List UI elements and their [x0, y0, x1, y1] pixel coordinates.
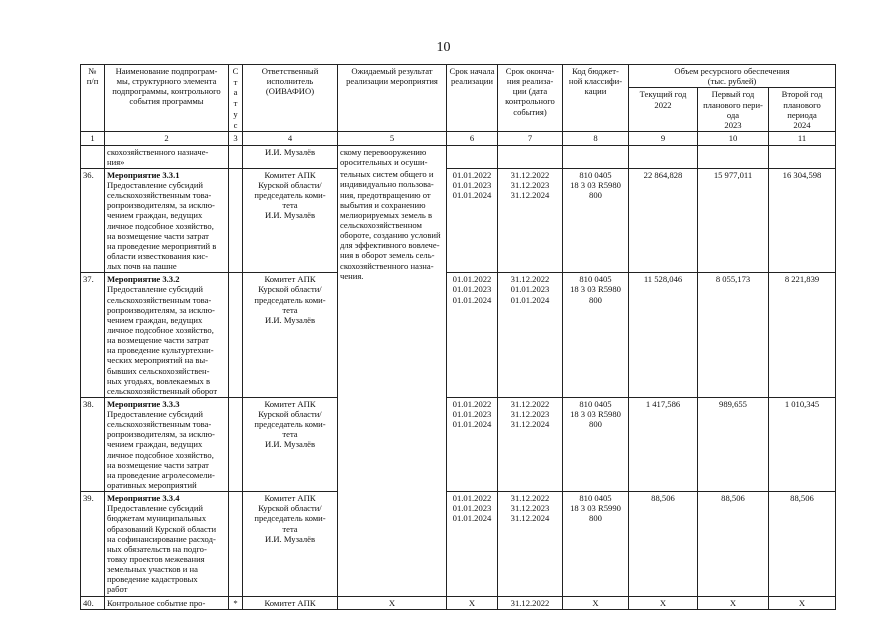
col-number: 1 [81, 132, 105, 145]
row-end: 31.12.2022 31.12.2023 31.12.2024 [498, 492, 563, 596]
row-start: 01.01.2022 01.01.2023 01.01.2024 [447, 492, 498, 596]
table-row [81, 397, 836, 491]
header-num: № п/п [81, 65, 105, 132]
row-name [105, 397, 229, 491]
row-value-2022: 11 528,046 [629, 273, 698, 398]
table-row [81, 168, 836, 272]
row-end: 31.12.2022 [498, 596, 563, 609]
row-status [229, 273, 243, 398]
col-number: 10 [698, 132, 769, 145]
row-value-2023: 8 055,173 [698, 273, 769, 398]
row-title: Мероприятие 3.3.4 [107, 493, 180, 504]
row-end: 31.12.2022 31.12.2023 31.12.2024 [498, 397, 563, 491]
col-number: 11 [769, 132, 836, 145]
continuation-result: скому перевооружению оросительных и осуши- [338, 145, 447, 168]
col-number: 7 [498, 132, 563, 145]
table-row [81, 492, 836, 596]
row-value-2022: 1 417,586 [629, 397, 698, 491]
col-number: 4 [243, 132, 338, 145]
table-row [81, 273, 836, 398]
col-number: 2 [105, 132, 229, 145]
row-desc: Предоставление субсидий бюджетам муниципальных образований Курской области на софинансирование расход- ных обязательств на подго- товку проектов межевания земельных участков и на проведение кадастровых работ [107, 503, 217, 595]
row-start: 01.01.2022 01.01.2023 01.01.2024 [447, 273, 498, 398]
row-num: 36. [81, 168, 105, 272]
col-number: 6 [447, 132, 498, 145]
header-year-first: Первый год планового пери- ода 2023 [698, 88, 769, 132]
row-end: 31.12.2022 31.12.2023 31.12.2024 [498, 168, 563, 272]
row-value-2024: 8 221,839 [769, 273, 836, 398]
row-value-2022: 22 864,828 [629, 168, 698, 272]
header-name: Наименование подпрограм- мы, структурного элемента подпрограммы, контрольного события программы [105, 65, 229, 132]
row-code: 810 0405 18 3 03 R5980 800 [563, 397, 629, 491]
continuation-row [81, 145, 836, 168]
row-executor: Комитет АПК [243, 596, 338, 609]
row-num: 38. [81, 397, 105, 491]
row-value-2023: 989,655 [698, 397, 769, 491]
header-code: Код бюджет- ной классифи- кации [563, 65, 629, 132]
row-result: Х [338, 596, 447, 609]
header-year-second: Второй год планового периода 2024 [769, 88, 836, 132]
program-table [80, 64, 836, 610]
row-num: 39. [81, 492, 105, 596]
col-number: 5 [338, 132, 447, 145]
col-number: 3 [229, 132, 243, 145]
row-executor: Комитет АПК Курской области/ председатель коми- тета И.И. Музалёв [243, 168, 338, 272]
row-num: 40. [81, 596, 105, 609]
row-code: Х [563, 596, 629, 609]
row-start: 01.01.2022 01.01.2023 01.01.2024 [447, 397, 498, 491]
row-name [105, 168, 229, 272]
row-value-2024: 88,506 [769, 492, 836, 596]
row-value-2023: 88,506 [698, 492, 769, 596]
continuation-executor: И.И. Музалёв [243, 145, 338, 168]
row-value-2024: 16 304,598 [769, 168, 836, 272]
row-status [229, 168, 243, 272]
row-title: Мероприятие 3.3.3 [107, 398, 180, 409]
row-executor: Комитет АПК Курской области/ председатель коми- тета И.И. Музалёв [243, 273, 338, 398]
col-number: 8 [563, 132, 629, 145]
row-value-2023: Х [698, 596, 769, 609]
row-status [229, 492, 243, 596]
table-row [81, 596, 836, 609]
row-executor: Комитет АПК Курской области/ председатель коми- тета И.И. Музалёв [243, 492, 338, 596]
row-status [229, 397, 243, 491]
row-end: 31.12.2022 01.01.2023 01.01.2024 [498, 273, 563, 398]
header-start: Срок начала реализации [447, 65, 498, 132]
row-num: 37. [81, 273, 105, 398]
row-start: Х [447, 596, 498, 609]
row-value-2024: 1 010,345 [769, 397, 836, 491]
header-result: Ожидаемый результат реализации мероприятия [338, 65, 447, 132]
row-title: Мероприятие 3.3.2 [107, 274, 180, 285]
row-title: Контрольное событие про- [105, 596, 229, 609]
header-end: Срок оконча- ния реализа- ции (дата контрольного события) [498, 65, 563, 132]
row-start: 01.01.2022 01.01.2023 01.01.2024 [447, 168, 498, 272]
row-value-2022: Х [629, 596, 698, 609]
column-numbers-row [81, 132, 836, 145]
header-executor: Ответственный исполнитель (ОИВАФИО) [243, 65, 338, 132]
header-row [81, 65, 836, 88]
row-name [105, 273, 229, 398]
row-name [105, 492, 229, 596]
row-desc: Предоставление субсидий сельскохозяйственным това- ропроизводителям, за исклю- чением граждан, ведущих личное подсобное хозяйство, на возмещение части затрат на проведение агролесомели- оративных мероприятий [107, 409, 215, 491]
row-code: 810 0405 18 3 03 R5980 800 [563, 273, 629, 398]
row-value-2022: 88,506 [629, 492, 698, 596]
header-status: С т а т у с [229, 65, 243, 132]
page-number: 10 [436, 40, 451, 55]
row-code: 810 0405 18 3 03 R5990 800 [563, 492, 629, 596]
row-desc: Предоставление субсидий сельскохозяйственным това- ропроизводителям, за исклю- чением граждан, ведущих личное подсобное хозяйство, на возмещение части затрат на проведение культуртехни- ческих мероприятий на вы- бывших сельскохозяйствен- ных угодьях, вовлекаемых в сельскохозяйственный оборот [107, 284, 218, 396]
row-title: Мероприятие 3.3.1 [107, 169, 180, 180]
row-status: * [229, 596, 243, 609]
col-number: 9 [629, 132, 698, 145]
row-code: 810 0405 18 3 03 R5980 800 [563, 168, 629, 272]
header-funding: Объем ресурсного обеспечения (тыс. рублей) [629, 65, 836, 88]
row-executor: Комитет АПК Курской области/ председатель коми- тета И.И. Музалёв [243, 397, 338, 491]
row-value-2024: Х [769, 596, 836, 609]
shared-result: тельных систем общего и индивидуально пользова- ния, предотвращению от выбытия и сохранению мелиорируемых земель в сельскохозяйственном обороте, созданию условий для эффективного вовлече- ния в оборот земель сель- скохозяйственного назна- чения. [338, 168, 447, 596]
row-desc: Предоставление субсидий сельскохозяйственным това- ропроизводителям, за исклю- чением граждан, ведущих личное подсобное хозяйство, на возмещение части затрат на проведение мероприятий в области известкования кис- лых почв на пашне [107, 179, 217, 272]
continuation-name: скохозяйственного назначе- ния» [105, 145, 229, 168]
header-year-current: Текущий год 2022 [629, 88, 698, 132]
row-value-2023: 15 977,011 [698, 168, 769, 272]
